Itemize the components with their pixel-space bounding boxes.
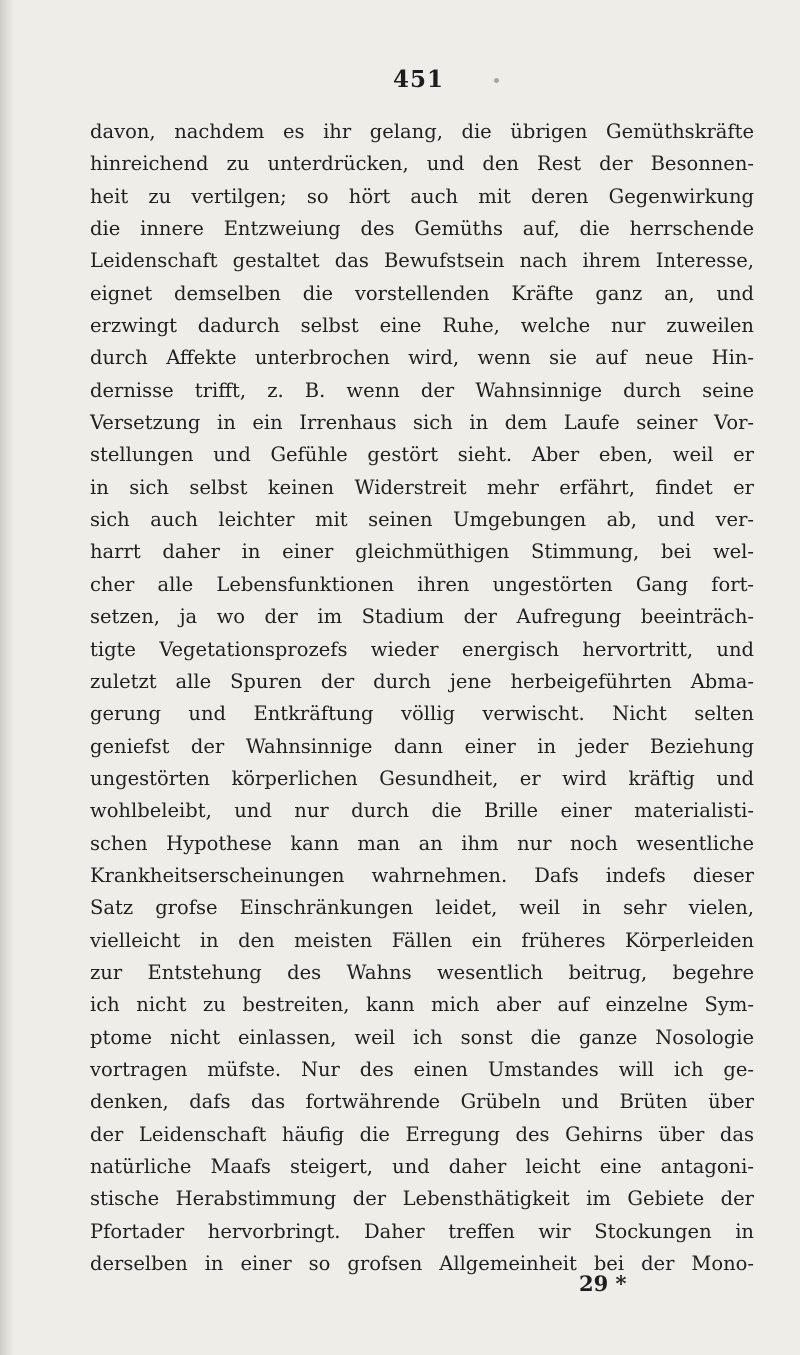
text-line: vielleicht in den meisten Fällen ein früheres Körperleiden (90, 928, 754, 952)
text-line: stellungen und Gefühle gestört sieht. Aber eben, weil er (90, 443, 754, 467)
text-line: in sich selbst keinen Widerstreit mehr erfährt, findet er (90, 475, 754, 499)
text-line: ich nicht zu bestreiten, kann mich aber auf einzelne Sym- (90, 993, 754, 1017)
text-line: Pfortader hervorbringt. Daher treffen wir Stockungen in (90, 1219, 754, 1243)
signature-mark: 29 * (579, 1271, 627, 1296)
text-line: Versetzung in ein Irrenhaus sich in dem Laufe seiner Vor- (90, 411, 754, 435)
text-line: vortragen müfste. Nur des einen Umstandes will ich ge- (90, 1057, 754, 1081)
text-line: die innere Entzweiung des Gemüths auf, die herrschende (90, 217, 754, 241)
text-line: Leidenschaft gestaltet das Bewufstsein nach ihrem Interesse, (90, 249, 754, 273)
text-line: durch Affekte unterbrochen wird, wenn sie auf neue Hin- (90, 346, 754, 370)
text-line: natürliche Maafs steigert, und daher leicht eine antagoni- (90, 1155, 754, 1178)
page-gutter-shadow (0, 0, 14, 1355)
text-line: ungestörten körperlichen Gesundheit, er wird kräftig und (90, 766, 754, 790)
text-line: gerung und Entkräftung völlig verwischt. Nicht selten (90, 702, 754, 726)
text-line: harrt daher in einer gleichmüthigen Stimmung, bei wel- (90, 540, 754, 564)
text-line: hinreichend zu unterdrücken, und den Rest der Besonnen- (90, 152, 754, 176)
body-text (90, 116, 754, 1280)
page-number: 451 (393, 66, 445, 93)
text-line: sich auch leichter mit seinen Umgebungen ab, und ver- (90, 508, 754, 532)
text-line: eignet demselben die vorstellenden Kräfte ganz an, und (90, 281, 754, 305)
text-line: erzwingt dadurch selbst eine Ruhe, welche nur zuweilen (90, 314, 754, 338)
text-line: der Leidenschaft häufig die Erregung des Gehirns über das (90, 1122, 754, 1146)
text-line: schen Hypothese kann man an ihm nur noch wesentliche (90, 831, 754, 855)
text-line: Krankheitserscheinungen wahrnehmen. Dafs indefs dieser (90, 863, 754, 887)
text-line: geniefst der Wahnsinnige dann einer in jeder Beziehung (90, 734, 754, 758)
text-line: tigte Vegetationsprozefs wieder energisch hervortritt, und (90, 637, 754, 661)
text-line: denken, dafs das fortwährende Grübeln und Brüten über (90, 1090, 754, 1114)
paper-speck (494, 78, 499, 83)
text-line: zur Entstehung des Wahns wesentlich beitrug, begehre (90, 960, 754, 984)
text-line: heit zu vertilgen; so hört auch mit deren Gegenwirkung (90, 184, 754, 208)
text-line: derselben in einer so grofsen Allgemeinheit bei der Mono- (90, 1252, 754, 1276)
text-line: cher alle Lebensfunktionen ihren ungestörten Gang fort- (90, 572, 754, 596)
text-line: zuletzt alle Spuren der durch jene herbeigeführten Abma- (90, 669, 754, 693)
text-line: ptome nicht einlassen, weil ich sonst die ganze Nosologie (90, 1025, 754, 1049)
text-line: wohlbeleibt, und nur durch die Brille einer materialisti- (90, 799, 754, 823)
text-line: Satz grofse Einschränkungen leidet, weil in sehr vielen, (90, 896, 754, 920)
text-line: dernisse trifft, z. B. wenn der Wahnsinnige durch seine (90, 378, 754, 402)
text-line: setzen, ja wo der im Stadium der Aufregung beeinträch- (90, 605, 754, 629)
text-line: stische Herabstimmung der Lebensthätigkeit im Gebiete der (90, 1187, 754, 1211)
text-line: davon, nachdem es ihr gelang, die übrigen Gemüthskräfte (90, 120, 754, 143)
